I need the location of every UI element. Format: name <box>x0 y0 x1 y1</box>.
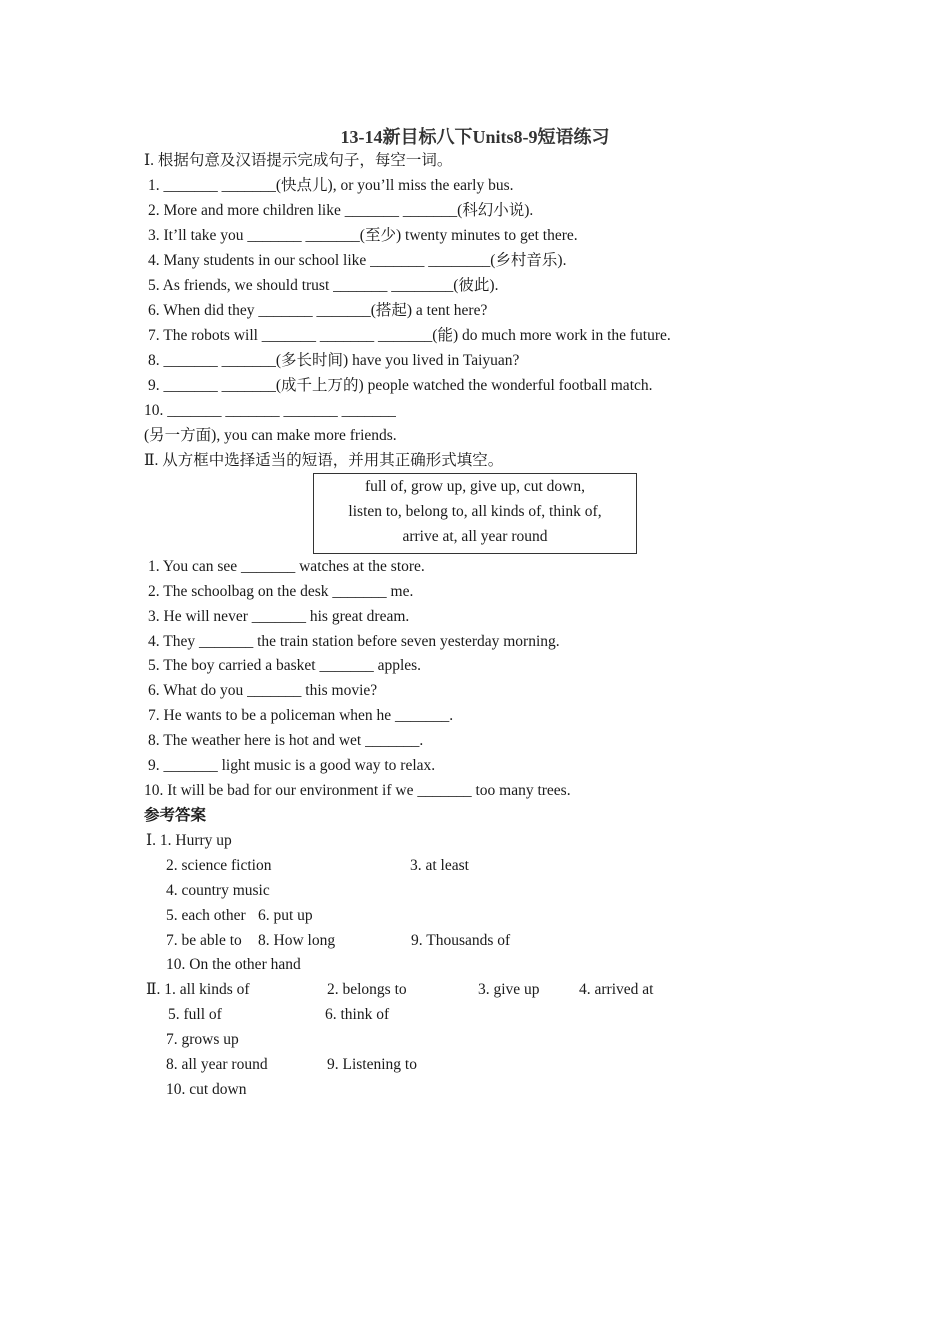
answer-1-1: Ⅰ. 1. Hurry up <box>146 832 232 849</box>
answer-2-5: 5. full of <box>168 1006 222 1023</box>
answer-1-6: 6. put up <box>258 907 313 924</box>
phrase-box-line-2: listen to, belong to, all kinds of, think of, <box>348 503 602 520</box>
answer-1-2: 2. science fiction <box>166 857 272 874</box>
answer-1-5: 5. each other <box>166 907 246 924</box>
answer-1-10: 10. On the other hand <box>166 956 301 973</box>
section1-item-10: 10. _______ _______ _______ _______ <box>144 402 396 419</box>
answer-2-10: 10. cut down <box>166 1081 247 1098</box>
section1-item-6: 6. When did they _______ _______(搭起) a tent here? <box>148 302 488 319</box>
section1-item-1: 1. _______ _______(快点儿), or you’ll miss the early bus. <box>148 177 514 194</box>
section2-item-5: 5. The boy carried a basket _______ apples. <box>148 657 422 674</box>
section1-item-10-cont: (另一方面), you can make more friends. <box>144 427 397 444</box>
answer-2-7: 7. grows up <box>166 1031 239 1048</box>
section2-item-10: 10. It will be bad for our environment if we _______ too many trees. <box>144 782 571 799</box>
section1-heading: Ⅰ. 根据句意及汉语提示完成句子，每空一词。 <box>144 152 453 169</box>
answer-1-9: 9. Thousands of <box>411 932 511 949</box>
page-title: 13-14新目标八下Units8-9短语练习 <box>340 127 610 147</box>
answer-1-8: 8. How long <box>258 932 336 949</box>
section1-item-7: 7. The robots will _______ _______ _______(能) do much more work in the future. <box>148 327 671 344</box>
section2-item-8: 8. The weather here is hot and wet _______. <box>148 732 424 749</box>
answer-2-3: 3. give up <box>478 981 540 998</box>
section1-item-8: 8. _______ _______(多长时间) have you lived in Taiyuan? <box>148 352 520 369</box>
section2-heading: Ⅱ. 从方框中选择适当的短语，并用其正确形式填空。 <box>144 452 504 469</box>
section2-item-1: 1. You can see _______ watches at the store. <box>148 558 425 575</box>
section2-item-6: 6. What do you _______ this movie? <box>148 682 378 699</box>
answer-1-7: 7. be able to <box>166 932 242 949</box>
phrase-box-line-3: arrive at, all year round <box>402 528 548 545</box>
section2-item-3: 3. He will never _______ his great dream. <box>148 608 410 625</box>
answer-2-2: 2. belongs to <box>327 981 407 998</box>
answer-2-8: 8. all year round <box>166 1056 268 1073</box>
section1-item-3: 3. It’ll take you _______ _______(至少) twenty minutes to get there. <box>148 227 578 244</box>
section1-item-5: 5. As friends, we should trust _______ ________(彼此). <box>148 277 499 294</box>
section1-item-4: 4. Many students in our school like _______ ________(乡村音乐). <box>148 252 567 269</box>
answer-2-4: 4. arrived at <box>579 981 654 998</box>
section1-item-2: 2. More and more children like _______ _______(科幻小说). <box>148 202 534 219</box>
section2-item-9: 9. _______ light music is a good way to relax. <box>148 757 436 774</box>
answer-1-4: 4. country music <box>166 882 270 899</box>
section2-item-2: 2. The schoolbag on the desk _______ me. <box>148 583 414 600</box>
answer-1-3: 3. at least <box>410 857 469 874</box>
answer-2-6: 6. think of <box>325 1006 390 1023</box>
answer-2-1: Ⅱ. 1. all kinds of <box>146 981 250 998</box>
section2-item-4: 4. They _______ the train station before seven yesterday morning. <box>148 633 560 650</box>
section2-item-7: 7. He wants to be a policeman when he _______. <box>148 707 454 724</box>
answers-heading: 参考答案 <box>144 807 207 824</box>
phrase-box <box>313 473 637 554</box>
phrase-box-line-1: full of, grow up, give up, cut down, <box>365 478 585 495</box>
answer-2-9: 9. Listening to <box>327 1056 417 1073</box>
section1-item-9: 9. _______ _______(成千上万的) people watched the wonderful football match. <box>148 377 653 394</box>
